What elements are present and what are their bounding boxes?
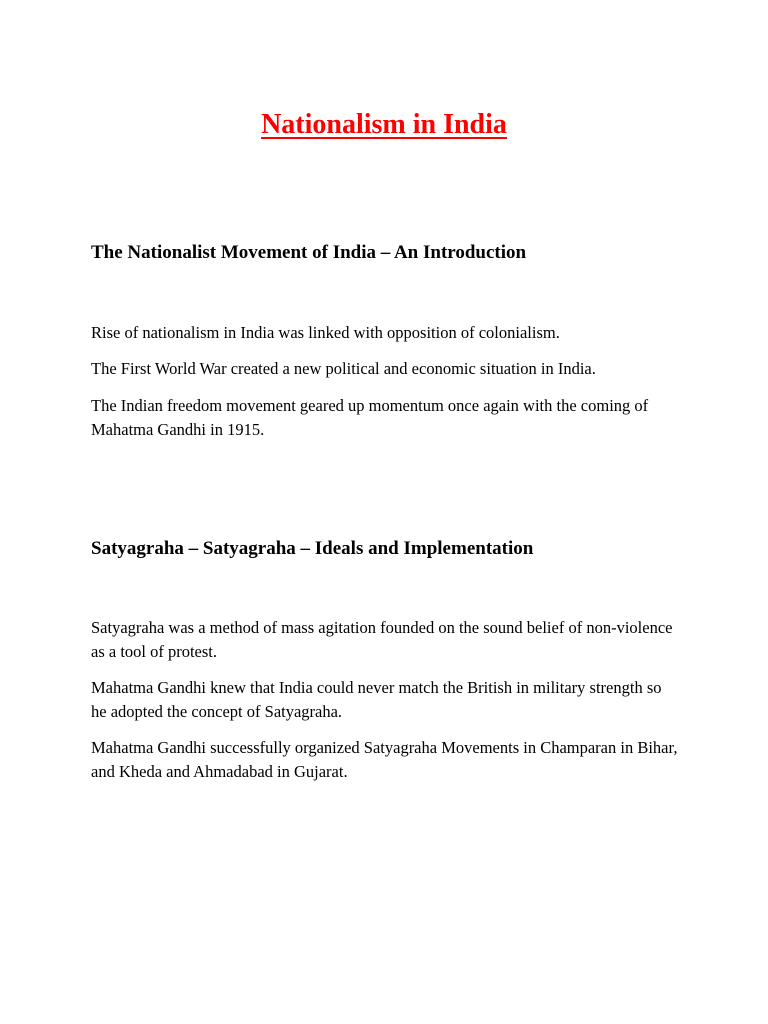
section-heading-satyagraha: Satyagraha – Satyagraha – Ideals and Implementation <box>91 538 534 559</box>
section-heading-introduction: The Nationalist Movement of India – An Introduction <box>91 242 527 263</box>
paragraph: Satyagraha was a method of mass agitation founded on the sound belief of non-violence as a tool of protest. <box>91 618 673 661</box>
paragraph: Mahatma Gandhi successfully organized Satyagraha Movements in Champaran in Bihar, and Kheda and Ahmadabad in Gujarat. <box>91 738 678 781</box>
paragraph: Rise of nationalism in India was linked with opposition of colonialism. <box>91 323 560 342</box>
paragraph: The First World War created a new political and economic situation in India. <box>91 359 596 378</box>
paragraph: The Indian freedom movement geared up momentum once again with the coming of Mahatma Gandhi in 1915. <box>91 396 649 439</box>
paragraph: Mahatma Gandhi knew that India could never match the British in military strength so he adopted the concept of Satyagraha. <box>91 678 662 721</box>
document-title: Nationalism in India <box>261 109 507 140</box>
